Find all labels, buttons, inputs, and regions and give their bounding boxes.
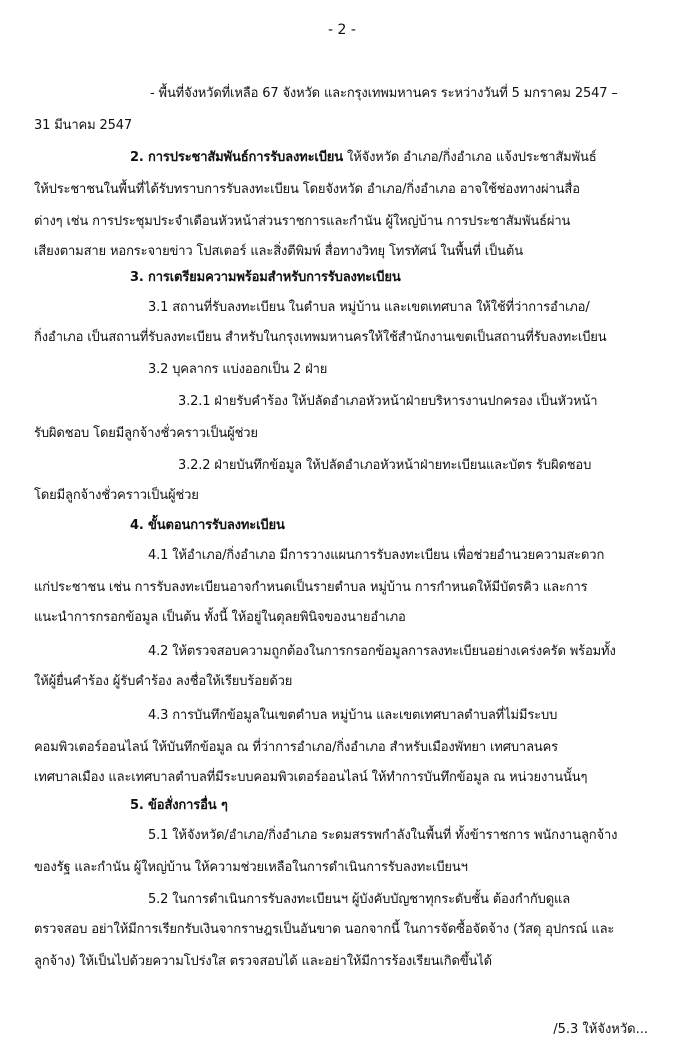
text-line: ตรวจสอบ อย่าให้มีการเรียกรับเงินจากราษฎรเป็นอันขาด นอกจากนี้ ในการจัดซื้อจัดจ้าง (วัสดุ อุปกรณ์ และ [34, 922, 615, 937]
section-heading: 4. ขั้นตอนการรับลงทะเบียน [130, 518, 285, 533]
text-line: 3.2 บุคลากร แบ่งออกเป็น 2 ฝ่าย [148, 362, 328, 377]
text-line: - พื้นที่จังหวัดที่เหลือ 67 จังหวัด และกรุงเทพมหานคร ระหว่างวันที่ 5 มกราคม 2547 – [150, 86, 618, 101]
section-heading-line: 2. การประชาสัมพันธ์การรับลงทะเบียน ให้จังหวัด อำเภอ/กิ่งอำเภอ แจ้งประชาสัมพันธ์ [130, 150, 597, 165]
text-line: ต่างๆ เช่น การประชุมประจำเดือนหัวหน้าส่วนราชการและกำนัน ผู้ใหญ่บ้าน การประชาสัมพันธ์ผ่าน [34, 214, 571, 229]
section-heading: 5. ข้อสั่งการอื่น ๆ [130, 798, 228, 813]
text-line: 4.3 การบันทึกข้อมูลในเขตตำบล หมู่บ้าน และเขตเทศบาลตำบลที่ไม่มีระบบ [148, 708, 558, 723]
text-line: 3.1 สถานที่รับลงทะเบียน ในตำบล หมู่บ้าน และเขตเทศบาล ให้ใช้ที่ว่าการอำเภอ/ [148, 300, 590, 315]
text-line: ของรัฐ และกำนัน ผู้ใหญ่บ้าน ให้ความช่วยเหลือในการดำเนินการรับลงทะเบียนฯ [34, 860, 468, 875]
text-line: เทศบาลเมือง และเทศบาลตำบลที่มีระบบคอมพิวเตอร์ออนไลน์ ให้ทำการบันทึกข้อมูล ณ หน่วยงานนั้นๆ [34, 770, 588, 785]
page-number: - 2 - [328, 22, 356, 38]
text-line: แนะนำการกรอกข้อมูล เป็นต้น ทั้งนี้ ให้อยู่ในดุลยพินิจของนายอำเภอ [34, 610, 406, 625]
text-line: ให้ประชาชนในพื้นที่ได้รับทราบการรับลงทะเบียน โดยจังหวัด อำเภอ/กิ่งอำเภอ อาจใช้ช่องทางผ่านสื่อ [34, 182, 580, 197]
text-line: ให้ผู้ยื่นคำร้อง ผู้รับคำร้อง ลงชื่อให้เรียบร้อยด้วย [34, 674, 293, 689]
text-line: กิ่งอำเภอ เป็นสถานที่รับลงทะเบียน สำหรับในกรุงเทพมหานครให้ใช้สำนักงานเขตเป็นสถานที่รับลงทะเบียน [34, 330, 607, 345]
text-line: 3.2.2 ฝ่ายบันทึกข้อมูล ให้ปลัดอำเภอหัวหน้าฝ่ายทะเบียนและบัตร รับผิดชอบ [178, 458, 592, 473]
section-heading: 3. การเตรียมความพร้อมสำหรับการรับลงทะเบียน [130, 270, 401, 285]
continuation-note: /5.3 ให้จังหวัด... [553, 1022, 648, 1037]
text-line: 5.1 ให้จังหวัด/อำเภอ/กิ่งอำเภอ ระดมสรรพกำลังในพื้นที่ ทั้งข้าราชการ พนักงานลูกจ้าง [148, 828, 618, 843]
text-line: เสียงตามสาย หอกระจายข่าว โปสเตอร์ และสิ่งตีพิมพ์ สื่อทางวิทยุ โทรทัศน์ ในพื้นที่ เป็นต้น [34, 244, 523, 259]
text-line: 31 มีนาคม 2547 [34, 118, 132, 133]
text-line: โดยมีลูกจ้างชั่วคราวเป็นผู้ช่วย [34, 488, 199, 503]
text-line: 5.2 ในการดำเนินการรับลงทะเบียนฯ ผู้บังคับบัญชาทุกระดับชั้น ต้องกำกับดูแล [148, 892, 571, 907]
text-line: 4.2 ให้ตรวจสอบความถูกต้องในการกรอกข้อมูลการลงทะเบียนอย่างเคร่งครัด พร้อมทั้ง [148, 644, 616, 659]
text-line: คอมพิวเตอร์ออนไลน์ ให้บันทึกข้อมูล ณ ที่ว่าการอำเภอ/กิ่งอำเภอ สำหรับเมืองพัทยา เทศบาลนคร [34, 740, 558, 755]
text-line: 4.1 ให้อำเภอ/กิ่งอำเภอ มีการวางแผนการรับลงทะเบียน เพื่อช่วยอำนวยความสะดวก [148, 548, 605, 563]
text-line: ลูกจ้าง) ให้เป็นไปด้วยความโปร่งใส ตรวจสอบได้ และอย่าให้มีการร้องเรียนเกิดขึ้นได้ [34, 954, 492, 969]
text-line: รับผิดชอบ โดยมีลูกจ้างชั่วคราวเป็นผู้ช่วย [34, 426, 258, 441]
text-line: แก่ประชาชน เช่น การรับลงทะเบียนอาจกำหนดเป็นรายตำบล หมู่บ้าน การกำหนดให้มีบัตรคิว และการ [34, 580, 588, 595]
text-line: 3.2.1 ฝ่ายรับคำร้อง ให้ปลัดอำเภอหัวหน้าฝ่ายบริหารงานปกครอง เป็นหัวหน้า [178, 394, 598, 409]
